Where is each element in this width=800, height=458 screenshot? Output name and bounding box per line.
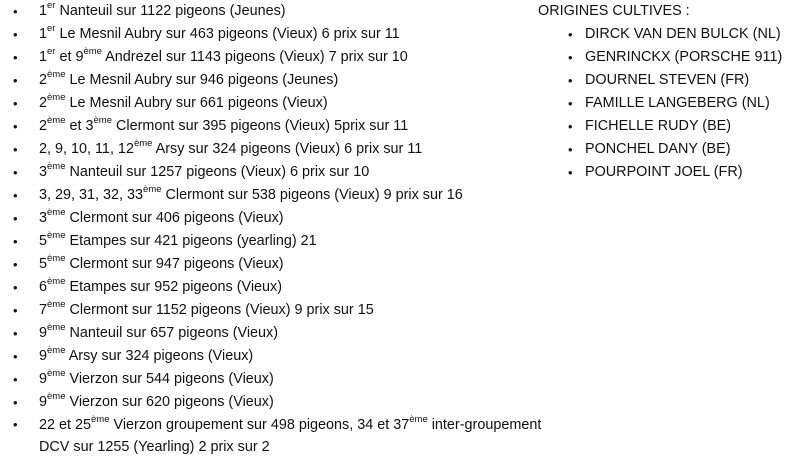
ordinal-suffix: ème (47, 368, 66, 380)
result-text: Le Mesnil Aubry sur 946 pigeons (Jeunes) (65, 72, 339, 88)
ordinal-suffix: ème (133, 138, 153, 150)
bullet-icon: • (13, 417, 18, 432)
result-item (0, 46, 560, 69)
result-item (0, 253, 560, 276)
ordinal-suffix: ème (47, 161, 66, 173)
result-text: 7 (39, 302, 48, 318)
result-text: Nanteuil sur 1122 pigeons (Jeunes) (55, 3, 286, 19)
result-text: 9 (39, 325, 48, 341)
result-text: 6 (39, 279, 48, 295)
result-text: Clermont sur 947 pigeons (Vieux) (65, 256, 284, 272)
bullet-icon: • (13, 142, 18, 157)
ordinal-suffix: ème (143, 184, 162, 196)
ordinal-suffix: ème (93, 115, 112, 127)
result-text: 5 (39, 256, 48, 272)
result-item (0, 391, 560, 414)
result-text: Vierzon groupement sur 498 pigeons, 34 et 37 (109, 417, 410, 433)
bullet-icon: • (13, 211, 18, 226)
origins-title: ORIGINES CULTIVES : (538, 3, 690, 19)
bullet-icon: • (13, 27, 18, 42)
origin-item (538, 92, 800, 115)
ordinal-suffix: ème (47, 207, 66, 219)
result-text: Andrezel sur 1143 pigeons (Vieux) 7 prix sur 10 (101, 49, 408, 65)
ordinal-suffix: ème (91, 414, 110, 426)
result-item (0, 414, 560, 458)
bullet-icon: • (13, 395, 18, 410)
bullet-icon: • (13, 188, 18, 203)
ordinal-suffix: ème (83, 46, 102, 58)
origin-label: GENRINCKX (PORSCHE 911) (585, 49, 783, 65)
result-item (0, 230, 560, 253)
result-text: 2 (39, 118, 48, 134)
bullet-icon: • (13, 349, 18, 364)
bullet-icon: • (568, 27, 573, 42)
result-text: Le Mesnil Aubry sur 463 pigeons (Vieux) 6 prix sur 11 (55, 26, 400, 42)
bullet-icon: • (568, 142, 573, 157)
bullet-icon: • (13, 73, 18, 88)
origin-label: FAMILLE LANGEBERG (NL) (585, 95, 770, 111)
result-text: Vierzon sur 544 pigeons (Vieux) (65, 371, 274, 387)
ordinal-suffix: ème (47, 253, 66, 265)
bullet-icon: • (13, 119, 18, 134)
bullet-icon: • (568, 165, 573, 180)
result-text: Etampes sur 952 pigeons (Vieux) (65, 279, 283, 295)
result-text: Nanteuil sur 1257 pigeons (Vieux) 6 prix sur 10 (65, 164, 370, 180)
bullet-icon: • (568, 96, 573, 111)
result-text: 3 (39, 164, 48, 180)
origins-list (538, 23, 800, 184)
bullet-icon: • (13, 326, 18, 341)
result-text: Arsy sur 324 pigeons (Vieux) (65, 348, 254, 364)
result-item (0, 138, 560, 161)
result-item (0, 322, 560, 345)
bullet-icon: • (13, 50, 18, 65)
result-text: 5 (39, 233, 48, 249)
result-text: inter-groupement DCV sur 1255 (Yearling) 2 prix sur 2 (39, 417, 542, 455)
ordinal-suffix: ème (409, 414, 428, 426)
origin-item (538, 69, 800, 92)
result-text: 3 (39, 210, 48, 226)
result-text: 22 et 25 (39, 417, 92, 433)
result-item (0, 184, 560, 207)
bullet-icon: • (13, 96, 18, 111)
result-item (0, 92, 560, 115)
bullet-icon: • (568, 50, 573, 65)
bullet-icon: • (13, 303, 18, 318)
ordinal-suffix: ème (47, 115, 66, 127)
ordinal-suffix: ème (47, 345, 66, 357)
bullet-icon: • (13, 4, 18, 19)
result-text: Nanteuil sur 657 pigeons (Vieux) (65, 325, 279, 341)
origin-label: DIRCK VAN DEN BULCK (NL) (585, 26, 781, 42)
bullet-icon: • (13, 234, 18, 249)
bullet-icon: • (13, 257, 18, 272)
bullet-icon: • (13, 165, 18, 180)
origin-label: PONCHEL DANY (BE) (585, 141, 731, 157)
origin-item (538, 161, 800, 184)
origin-item (538, 115, 800, 138)
origin-item (538, 23, 800, 46)
result-text: 1 (39, 49, 48, 65)
origin-label: POURPOINT JOEL (FR) (585, 164, 743, 180)
origin-label: DOURNEL STEVEN (FR) (585, 72, 750, 88)
result-text: 1 (39, 26, 48, 42)
ordinal-suffix: er (47, 23, 56, 35)
result-text: et 9 (55, 49, 84, 65)
result-text: 9 (39, 348, 48, 364)
bullet-icon: • (568, 119, 573, 134)
result-item (0, 0, 560, 23)
result-text: Clermont sur 538 pigeons (Vieux) 9 prix sur 16 (161, 187, 463, 203)
bullet-icon: • (568, 73, 573, 88)
result-text: 2, 9, 10, 11, 12 (39, 141, 134, 157)
origin-label: FICHELLE RUDY (BE) (585, 118, 732, 134)
result-text: Clermont sur 395 pigeons (Vieux) 5prix sur 11 (112, 118, 409, 134)
result-item (0, 299, 560, 322)
result-item (0, 345, 560, 368)
result-text: et 3 (65, 118, 94, 134)
ordinal-suffix: ème (47, 69, 66, 81)
result-item (0, 23, 560, 46)
result-item (0, 161, 560, 184)
result-item (0, 276, 560, 299)
result-text: Clermont sur 406 pigeons (Vieux) (65, 210, 284, 226)
result-text: Vierzon sur 620 pigeons (Vieux) (65, 394, 274, 410)
result-text: 2 (39, 95, 48, 111)
ordinal-suffix: ème (47, 92, 66, 104)
result-text: Etampes sur 421 pigeons (yearling) 21 (65, 233, 317, 249)
ordinal-suffix: er (47, 46, 56, 58)
result-text: Arsy sur 324 pigeons (Vieux) 6 prix sur 11 (152, 141, 423, 157)
result-text: 9 (39, 394, 48, 410)
result-text: 2 (39, 72, 48, 88)
result-item (0, 115, 560, 138)
ordinal-suffix: er (47, 0, 56, 12)
origins-column (538, 0, 800, 184)
origin-item (538, 46, 800, 69)
ordinal-suffix: ème (47, 299, 66, 311)
result-text: 1 (39, 3, 48, 19)
result-item (0, 207, 560, 230)
result-text: Le Mesnil Aubry sur 661 pigeons (Vieux) (65, 95, 328, 111)
ordinal-suffix: ème (47, 322, 66, 334)
result-text: Clermont sur 1152 pigeons (Vieux) 9 prix sur 15 (65, 302, 374, 318)
result-text: 9 (39, 371, 48, 387)
bullet-icon: • (13, 280, 18, 295)
result-text: 3, 29, 31, 32, 33 (39, 187, 144, 203)
ordinal-suffix: ème (47, 276, 66, 288)
ordinal-suffix: ème (47, 230, 66, 242)
result-item (0, 69, 560, 92)
ordinal-suffix: ème (47, 391, 66, 403)
result-item (0, 368, 560, 391)
origin-item (538, 138, 800, 161)
bullet-icon: • (13, 372, 18, 387)
